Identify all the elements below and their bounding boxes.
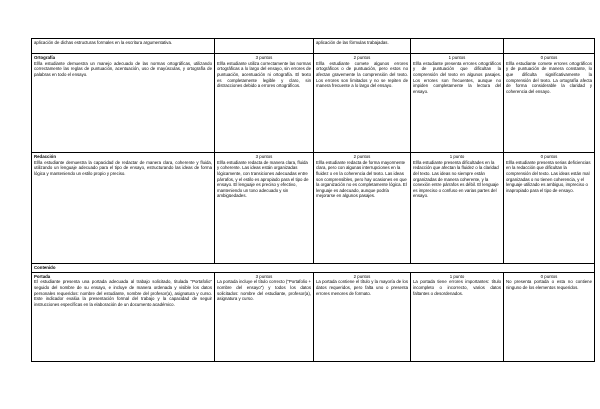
section-header-contenido: Contenido [32, 264, 595, 273]
descriptor-redaccion-3: El/la estudiante redacta de manera clara, fluida y coherente. Las ideas están organizadas lógicamente, con transiciones adecuadas entre párrafos, y el estilo es apropiado para el tipo de ensayo. El lenguaje es preciso y efectivo, manteniendo un tono adecuado y sin ambigüedades. [217, 159, 309, 199]
points-label-portada-1: 1 punto [449, 273, 465, 279]
level-cell-redaccion-1 [411, 153, 504, 264]
descriptor-redaccion-2: El/la estudiante redacta de forma mayormente clara, pero con algunas interrupciones en la fluidez o en la coherencia del texto. Las ideas son comprensibles, pero hay ocasiones en que la organización no es completamente lógica. El lenguaje es adecuado, aunque podría mejorarse en algunos pasajes. [316, 159, 407, 199]
level-cell-portada-1 [411, 272, 504, 361]
table-row-portada [32, 272, 595, 361]
continued-level-3-cell [215, 39, 314, 54]
criterion-title-ortografia: Ortografía [34, 55, 55, 60]
points-label-redaccion-0: 0 puntos [540, 154, 558, 159]
criterion-cell-redaccion [32, 153, 215, 264]
level-cell-redaccion-2 [314, 153, 411, 264]
points-label-portada-2: 2 puntos [353, 273, 371, 279]
points-label-redaccion-2: 2 puntos [353, 154, 371, 159]
points-label-redaccion-3: 3 puntos [255, 154, 273, 159]
criterion-body-ortografia: El/la estudiante demuestra un manejo adecuado de las normas ortográficas, utilizando correctamente las reglas de puntuación, acentuación, uso de mayúsculas, y ortografía de palabras en todo el ensayo. [34, 60, 212, 77]
points-label-ortografia-3: 3 puntos [255, 55, 273, 60]
criterion-cell-portada [32, 272, 215, 361]
points-label-ortografia-1: 1 puntos [448, 55, 466, 60]
descriptor-portada-0: No presenta portada o esta no contiene ninguno de los elementos requeridos. [506, 279, 592, 290]
level-cell-portada-3 [215, 272, 314, 361]
table-row-ortografia [32, 54, 595, 153]
level-cell-ortografia-2 [314, 54, 411, 153]
table-row-continued [32, 39, 595, 54]
criterion-cell-ortografia [32, 54, 215, 153]
continued-level-2-text: aplicación de las fórmulas trabajadas. [316, 40, 389, 45]
descriptor-portada-1: La portada tiene errores importantes: título incompleto o incorrecto, varios datos faltantes o desordenados. [413, 279, 501, 296]
criterion-title-redaccion: Redacción [34, 154, 56, 159]
continued-level-1-cell [411, 39, 504, 54]
level-cell-ortografia-1 [411, 54, 504, 153]
points-label-portada-0: 0 puntos [540, 273, 558, 279]
level-cell-redaccion-0 [504, 153, 595, 264]
criterion-title-portada: Portada [34, 273, 51, 279]
criterion-body-redaccion: El/la estudiante demuestra la capacidad de redactar de manera clara, coherente y fluida, utilizando un lenguaje adecuado para el tipo de ensayo, estructurando las ideas de forma lógica y manteniendo un estilo propio y preciso. [34, 159, 212, 176]
descriptor-ortografia-2: El/la estudiante comete algunos errores ortográficos o de puntuación, pero estos no afectan gravemente la comprensión del texto. Los errores son limitados y no se repiten de manera frecuente a lo largo del ensayo. [316, 60, 408, 89]
points-label-portada-3: 3 puntos [255, 273, 273, 279]
level-cell-ortografia-0 [504, 54, 595, 153]
descriptor-ortografia-3: El/la estudiante utiliza correctamente las normas ortográficas a lo largo del ensayo, sin errores de puntuación, acentuación ni ortografía. El texto es completamente legible y claro, sin distracciones debido a errores ortográficos. [217, 60, 311, 89]
descriptor-redaccion-0: El/la estudiante presenta serias deficiencias en la redacción que dificultan la comprensión del texto. Las ideas están mal organizadas o no tienen coherencia, y el lenguaje utilizado es ambiguo, impreciso o inapropiado para el tipo de ensayo. [506, 159, 591, 193]
continued-level-0-cell [504, 39, 595, 54]
descriptor-ortografia-1: El/la estudiante presenta errores ortográficos y de puntuación que dificultan la comprensión del texto en algunos pasajes. Los errores son frecuentes, aunque no impiden completamente la lectura del ensayo. [413, 60, 501, 94]
descriptor-portada-2: La portada contiene el título y la mayoría de los datos requeridos, pero falta uno o presenta errores menores de formato. [316, 279, 408, 296]
table-row-redaccion [32, 153, 595, 264]
rubric-table [31, 38, 595, 362]
descriptor-redaccion-1: El/la estudiante presenta dificultades en la redacción que afectan la fluidez o la claridad del texto. Las ideas no siempre están organizadas de manera coherente, y la conexión entre párrafos es débil. El lenguaje es impreciso o confuso en varias partes del ensayo. [413, 159, 499, 199]
level-cell-redaccion-3 [215, 153, 314, 264]
continued-criterion-cell [32, 39, 215, 54]
continued-level-2-cell [314, 39, 411, 54]
points-label-ortografia-2: 2 puntos [353, 55, 371, 60]
level-cell-portada-2 [314, 272, 411, 361]
points-label-redaccion-1: 1 punto [449, 154, 465, 159]
level-cell-portada-0 [504, 272, 595, 361]
criterion-body-portada: El estudiante presenta una portada adecuada al trabajo solicitado, titulada "Portafolio" seguido del nombre de su ensayo, e incluye de manera ordenada y visible los datos personales requeridos: nombre del estudiante, nombre del profesor(a), asignatura y curso. Este indicador evalúa la presentación formal del trabajo y la capacidad de seguir instrucciones específicas en la elaboración de un documento académico. [34, 279, 212, 307]
descriptor-portada-3: La portada incluye el título correcto ("Portafolio + nombre del ensayo") y todos los datos solicitados: nombre del estudiante, profesor(a), asignatura y curso. [217, 279, 311, 302]
points-label-ortografia-0: 0 puntos [540, 55, 558, 60]
descriptor-ortografia-0: El/la estudiante comete errores ortográficos y de puntuación de manera constante, lo que dificulta significativamente la comprensión del texto. La ortografía afecta de forma considerable la claridad y coherencia del ensayo. [506, 60, 592, 94]
table-row-section-header [32, 264, 595, 273]
continued-criterion-text: aplicación de dichas estructuras formales en la escritura argumentativa. [34, 40, 173, 45]
level-cell-ortografia-3 [215, 54, 314, 153]
